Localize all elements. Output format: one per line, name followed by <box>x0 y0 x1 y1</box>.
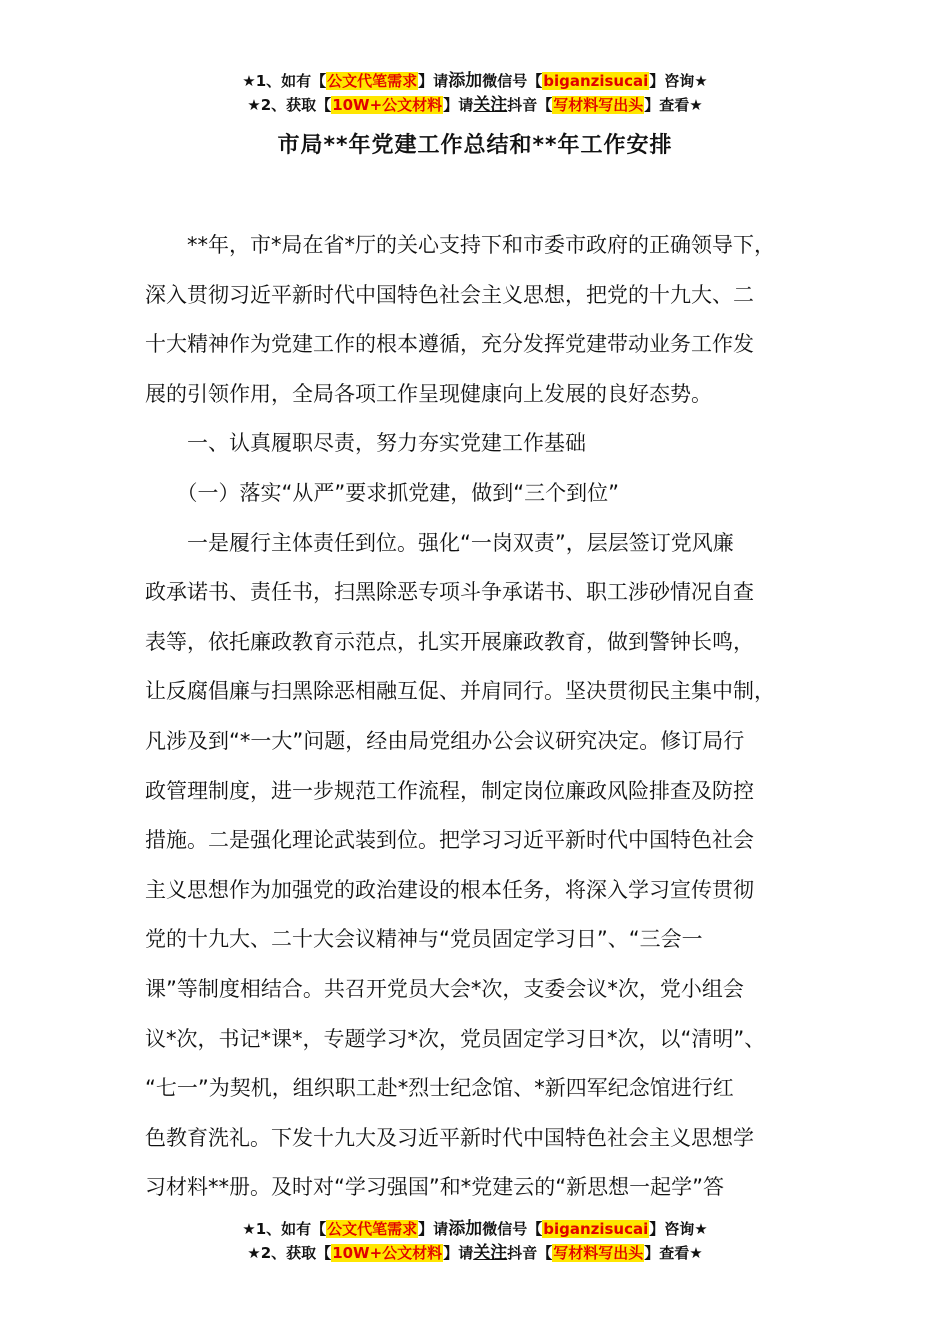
promo-emphasis: 关注 <box>473 1243 508 1263</box>
promo-emphasis: 添加 <box>448 71 483 91</box>
subsection-heading: （一）落实“从严”要求抓党建，做到“三个到位” <box>145 480 620 505</box>
promo-line-2 <box>0 1242 950 1266</box>
body-line: 深入贯彻习近平新时代中国特色社会主义思想，把党的十九大、二 <box>145 282 754 307</box>
promo-text: 】请 <box>443 1244 474 1262</box>
body-line: 一是履行主体责任到位。强化“一岗双责”，层层签订党风廉 <box>145 530 734 555</box>
promo-text: 微信号【 <box>482 1220 543 1238</box>
promo-text: 】查看★ <box>644 96 703 114</box>
promo-highlight: 10W+公文材料 <box>332 96 443 114</box>
promo-text: 】请 <box>418 72 449 90</box>
promo-highlight: 10W+公文材料 <box>332 1244 443 1262</box>
body-line: **年，市*局在省*厅的关心支持下和市委市政府的正确领导下， <box>145 233 775 257</box>
body-line: 十大精神作为党建工作的根本遵循，充分发挥党建带动业务工作发 <box>145 332 754 357</box>
douyin-id: 写材料写出头 <box>553 96 644 114</box>
body-line: 政管理制度，进一步规范工作流程，制定岗位廉政风险排查及防控 <box>145 778 754 803</box>
body-line: 习材料**册。及时对“学习强国”和*党建云的“新思想一起学”答 <box>145 1175 725 1200</box>
body-line: 色教育洗礼。下发十九大及习近平新时代中国特色社会主义思想学 <box>145 1125 754 1150</box>
promo-line-1 <box>0 1218 950 1242</box>
promo-banner-bottom <box>0 1218 950 1266</box>
section-heading: 一、认真履职尽责，努力夯实党建工作基础 <box>145 431 586 456</box>
promo-text: ★1、如有【 <box>242 72 327 90</box>
promo-highlight: 公文代笔需求 <box>327 1220 418 1238</box>
wechat-id: biganzisucai <box>543 72 649 90</box>
document-body <box>145 221 827 1213</box>
promo-emphasis: 关注 <box>473 95 508 115</box>
promo-text: 】查看★ <box>644 1244 703 1262</box>
promo-emphasis: 添加 <box>448 1219 483 1239</box>
promo-text: 】咨询★ <box>649 72 708 90</box>
promo-text: 抖音【 <box>507 1244 553 1262</box>
body-line: 展的引领作用，全局各项工作呈现健康向上发展的良好态势。 <box>145 381 712 406</box>
wechat-id: biganzisucai <box>543 1220 649 1238</box>
promo-text: ★2、获取【 <box>247 1244 332 1262</box>
body-line: 措施。二是强化理论武装到位。把学习习近平新时代中国特色社会 <box>145 828 754 853</box>
promo-line-2 <box>0 94 950 118</box>
promo-text: ★1、如有【 <box>242 1220 327 1238</box>
body-line: 政承诺书、责任书，扫黑除恶专项斗争承诺书、职工涉砂情况自查 <box>145 580 754 605</box>
douyin-id: 写材料写出头 <box>553 1244 644 1262</box>
body-line: 让反腐倡廉与扫黑除恶相融互促、并肩同行。坚决贯彻民主集中制， <box>145 679 775 704</box>
body-line: 党的十九大、二十大会议精神与“党员固定学习日”、“三会一 <box>145 927 703 952</box>
promo-banner-top <box>0 70 950 118</box>
promo-text: 】请 <box>418 1220 449 1238</box>
body-line: 课”等制度相结合。共召开党员大会*次，支委会议*次，党小组会 <box>145 976 744 1001</box>
promo-line-1 <box>0 70 950 94</box>
promo-text: 微信号【 <box>482 72 543 90</box>
document-title: 市局**年党建工作总结和**年工作安排 <box>277 133 673 158</box>
body-line: 表等，依托廉政教育示范点，扎实开展廉政教育，做到警钟长鸣， <box>145 629 754 654</box>
promo-text: 】咨询★ <box>649 1220 708 1238</box>
body-line: “七一”为契机，组织职工赴*烈士纪念馆、*新四军纪念馆进行红 <box>145 1076 734 1101</box>
promo-text: 抖音【 <box>507 96 553 114</box>
promo-text: 】请 <box>443 96 474 114</box>
promo-text: ★2、获取【 <box>247 96 332 114</box>
body-line: 议*次，书记*课*，专题学习*次，党员固定学习日*次，以“清明”、 <box>145 1026 766 1051</box>
body-line: 凡涉及到“*一大”问题，经由局党组办公会议研究决定。修订局行 <box>145 728 745 753</box>
body-line: 主义思想作为加强党的政治建设的根本任务，将深入学习宣传贯彻 <box>145 877 754 902</box>
promo-highlight: 公文代笔需求 <box>327 72 418 90</box>
